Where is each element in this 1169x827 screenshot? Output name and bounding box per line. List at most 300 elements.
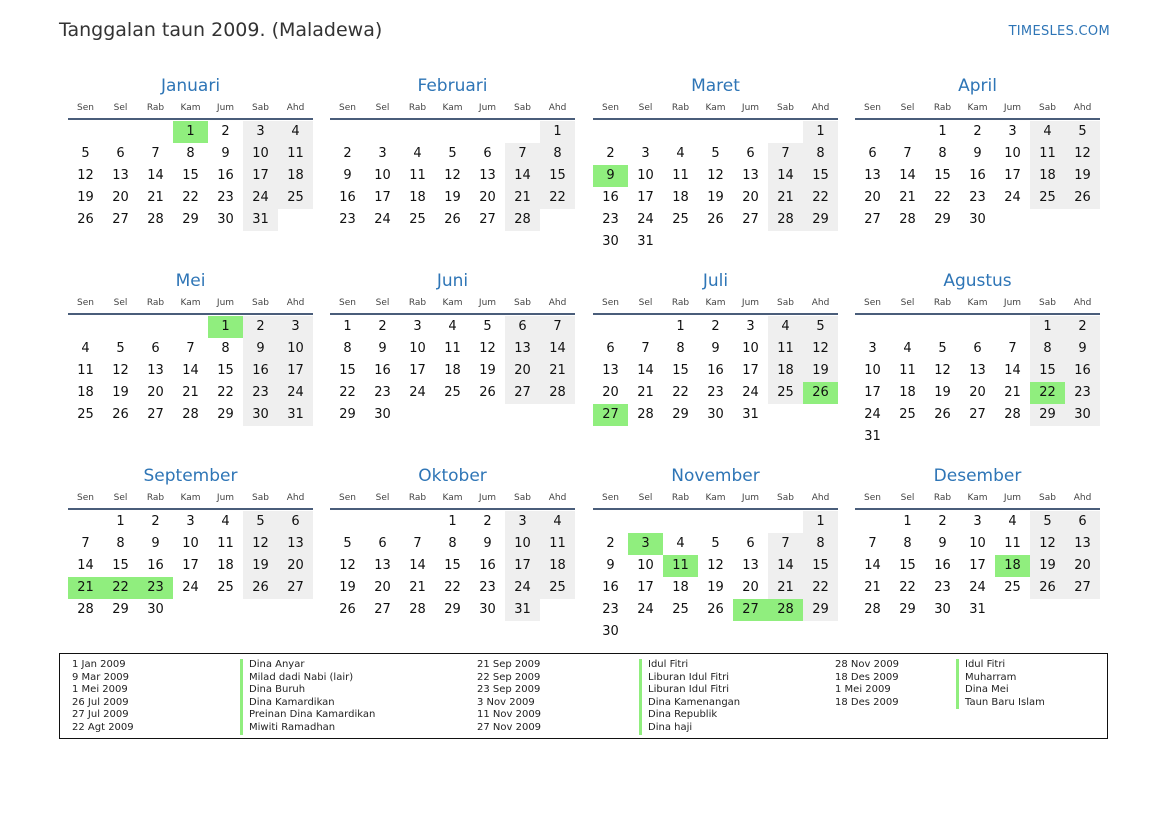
day-cell: 4 — [903, 341, 912, 356]
day-cell: 22 — [934, 190, 951, 205]
day-cell: 10 — [864, 363, 881, 378]
weekday-header — [330, 296, 575, 310]
day-cell: 5 — [803, 316, 838, 338]
day-cell: 16 — [374, 363, 391, 378]
day-cell: 13 — [278, 533, 313, 555]
day-cell: 7 — [1008, 341, 1017, 356]
empty-cell — [593, 121, 628, 143]
weekday-label: Sen — [339, 493, 356, 503]
day-cell: 13 — [505, 338, 540, 360]
day-cell: 23 — [1065, 382, 1100, 404]
weekday-label: Kam — [967, 103, 988, 113]
weekday-label: Jum — [1003, 493, 1022, 503]
holiday-date: 22 Agt 2009 — [72, 721, 134, 733]
month-oktober — [330, 465, 575, 621]
weekday-label: Sel — [375, 298, 390, 308]
day-grid — [593, 121, 838, 253]
day-cell: 23 — [243, 382, 278, 404]
day-cell: 17 — [637, 580, 654, 595]
day-cell: 12 — [444, 168, 461, 183]
weekday-label: Sen — [77, 298, 94, 308]
day-cell: 24 — [374, 212, 391, 227]
day-cell: 23 — [602, 212, 619, 227]
day-cell: 5 — [483, 319, 492, 334]
day-cell: 27 — [278, 577, 313, 599]
day-cell: 21 — [899, 190, 916, 205]
day-cell: 7 — [81, 536, 90, 551]
day-cell: 4 — [1030, 121, 1065, 143]
holiday-date: 18 Des 2009 — [835, 671, 899, 683]
empty-cell — [400, 511, 435, 533]
day-cell: 4 — [676, 146, 685, 161]
day-cell: 25 — [1004, 580, 1021, 595]
day-cell: 24 — [505, 577, 540, 599]
holiday-name: Milad dadi Nabi (lair) — [240, 672, 375, 685]
day-cell: 20 — [969, 385, 986, 400]
month-april — [855, 75, 1100, 231]
day-cell: 9 — [151, 536, 160, 551]
weekday-header — [68, 491, 313, 505]
day-cell: 17 — [969, 558, 986, 573]
day-cell: 6 — [973, 341, 982, 356]
day-cell: 5 — [81, 146, 90, 161]
day-cell: 8 — [186, 146, 195, 161]
weekday-label: Sen — [864, 103, 881, 113]
day-cell: 17 — [637, 190, 654, 205]
weekday-label: Jum — [216, 493, 235, 503]
weekday-label: Sel — [638, 493, 653, 503]
day-cell: 6 — [378, 536, 387, 551]
empty-cell — [855, 121, 890, 143]
holiday-date: 18 Des 2009 — [835, 696, 899, 708]
weekday-label: Jum — [216, 298, 235, 308]
day-cell: 23 — [969, 190, 986, 205]
day-cell: 3 — [1008, 124, 1017, 139]
weekday-label: Sel — [900, 298, 915, 308]
weekday-label: Sab — [514, 103, 531, 113]
day-cell: 14 — [637, 363, 654, 378]
day-cell: 3 — [973, 514, 982, 529]
day-cell: 7 — [768, 533, 803, 555]
weekday-label: Rab — [146, 298, 165, 308]
day-cell: 27 — [147, 407, 164, 422]
day-cell: 27 — [479, 212, 496, 227]
day-cell: 27 — [864, 212, 881, 227]
day-cell: 13 — [742, 168, 759, 183]
day-cell: 30 — [147, 602, 164, 617]
day-cell: 29 — [182, 212, 199, 227]
day-cell: 17 — [278, 360, 313, 382]
day-cell: 18 — [672, 580, 689, 595]
day-cell: 27 — [742, 212, 759, 227]
weekday-header — [68, 296, 313, 310]
day-cell: 15 — [540, 165, 575, 187]
day-cell: 20 — [374, 580, 391, 595]
day-grid — [330, 121, 575, 231]
holiday-date: 1 Jan 2009 — [72, 659, 126, 670]
day-cell: 20 — [112, 190, 129, 205]
day-cell: 1 — [1030, 316, 1065, 338]
day-cell: 18 — [409, 190, 426, 205]
day-cell: 10 — [505, 533, 540, 555]
day-cell: 31 — [742, 407, 759, 422]
day-cell: 6 — [505, 316, 540, 338]
empty-cell — [733, 121, 768, 143]
day-cell: 13 — [147, 363, 164, 378]
day-cell: 14 — [147, 168, 164, 183]
day-cell: 6 — [116, 146, 125, 161]
day-cell: 8 — [116, 536, 125, 551]
day-cell: 1 — [803, 121, 838, 143]
day-cell-holiday: 18 — [995, 555, 1030, 577]
month-november — [593, 465, 838, 643]
day-cell: 3 — [413, 319, 422, 334]
day-cell: 4 — [676, 536, 685, 551]
day-cell: 15 — [112, 558, 129, 573]
day-cell: 29 — [803, 599, 838, 621]
day-cell: 28 — [409, 602, 426, 617]
empty-cell — [628, 316, 663, 338]
holiday-name: Miwiti Ramadhan — [240, 722, 375, 735]
day-cell: 11 — [217, 536, 234, 551]
day-cell: 31 — [637, 234, 654, 249]
holiday-date: 9 Mar 2009 — [72, 671, 130, 683]
day-cell: 14 — [409, 558, 426, 573]
day-cell: 26 — [77, 212, 94, 227]
day-cell: 5 — [1065, 121, 1100, 143]
day-cell: 29 — [803, 209, 838, 231]
weekday-label: Sab — [777, 298, 794, 308]
weekday-label: Rab — [933, 298, 952, 308]
day-cell: 26 — [479, 385, 496, 400]
day-cell: 19 — [77, 190, 94, 205]
day-cell: 15 — [672, 363, 689, 378]
day-cell: 8 — [676, 341, 685, 356]
day-cell: 22 — [803, 187, 838, 209]
holiday-dates-column — [72, 659, 134, 735]
day-cell: 13 — [112, 168, 129, 183]
month-name: Juli — [702, 271, 729, 291]
day-cell-holiday: 27 — [593, 404, 628, 426]
day-cell: 21 — [768, 577, 803, 599]
month-divider — [330, 508, 575, 510]
day-cell: 8 — [903, 536, 912, 551]
weekday-label: Sen — [602, 103, 619, 113]
weekday-label: Sab — [514, 493, 531, 503]
empty-cell — [330, 121, 365, 143]
day-cell: 8 — [803, 533, 838, 555]
day-cell: 14 — [77, 558, 94, 573]
holiday-dates-column — [835, 659, 899, 709]
holiday-name: Taun Baru Islam — [956, 697, 1045, 710]
day-cell: 19 — [803, 360, 838, 382]
weekday-label: Rab — [671, 493, 690, 503]
day-cell: 9 — [343, 168, 352, 183]
day-cell: 19 — [243, 555, 278, 577]
month-divider — [855, 118, 1100, 120]
day-cell: 28 — [77, 602, 94, 617]
weekday-label: Sab — [514, 298, 531, 308]
empty-cell — [768, 121, 803, 143]
empty-cell — [855, 511, 890, 533]
day-grid — [68, 121, 313, 231]
day-cell: 18 — [77, 385, 94, 400]
day-cell: 30 — [217, 212, 234, 227]
day-cell: 2 — [483, 514, 492, 529]
day-cell: 7 — [768, 143, 803, 165]
weekday-header — [330, 491, 575, 505]
day-cell: 26 — [707, 212, 724, 227]
day-cell: 2 — [221, 124, 230, 139]
day-cell: 19 — [444, 190, 461, 205]
day-cell: 30 — [1065, 404, 1100, 426]
day-cell: 4 — [278, 121, 313, 143]
day-cell: 4 — [540, 511, 575, 533]
weekday-label: Jum — [478, 298, 497, 308]
weekday-label: Jum — [216, 103, 235, 113]
day-cell: 1 — [448, 514, 457, 529]
day-cell: 25 — [672, 212, 689, 227]
weekday-label: Sel — [900, 493, 915, 503]
day-cell-holiday: 27 — [733, 599, 768, 621]
month-juni — [330, 270, 575, 426]
empty-cell — [103, 316, 138, 338]
day-cell: 7 — [413, 536, 422, 551]
day-cell: 9 — [378, 341, 387, 356]
day-cell: 9 — [221, 146, 230, 161]
day-cell: 20 — [147, 385, 164, 400]
day-cell: 22 — [803, 577, 838, 599]
day-cell: 27 — [1065, 577, 1100, 599]
day-cell: 24 — [969, 580, 986, 595]
day-cell: 9 — [711, 341, 720, 356]
weekday-label: Ahd — [286, 298, 305, 308]
day-cell: 7 — [505, 143, 540, 165]
weekday-label: Ahd — [286, 103, 305, 113]
holiday-name: Preinan Dina Kamardikan — [240, 709, 375, 722]
day-cell: 18 — [278, 165, 313, 187]
day-cell: 5 — [243, 511, 278, 533]
day-cell: 24 — [182, 580, 199, 595]
day-cell: 13 — [479, 168, 496, 183]
empty-cell — [768, 511, 803, 533]
weekday-label: Jum — [478, 493, 497, 503]
weekday-label: Sen — [77, 493, 94, 503]
day-cell: 1 — [803, 511, 838, 533]
day-cell: 10 — [969, 536, 986, 551]
holiday-names-column — [240, 659, 375, 735]
day-cell: 9 — [1065, 338, 1100, 360]
empty-cell — [68, 316, 103, 338]
weekday-label: Jum — [478, 103, 497, 113]
month-name: Januari — [160, 76, 221, 96]
day-cell: 16 — [479, 558, 496, 573]
day-cell: 2 — [343, 146, 352, 161]
weekday-label: Sen — [339, 298, 356, 308]
day-cell: 14 — [899, 168, 916, 183]
day-cell: 28 — [182, 407, 199, 422]
day-cell: 21 — [1004, 385, 1021, 400]
day-cell: 17 — [1004, 168, 1021, 183]
month-mei — [68, 270, 313, 426]
day-cell: 7 — [868, 536, 877, 551]
day-cell: 13 — [969, 363, 986, 378]
weekday-label: Rab — [408, 493, 427, 503]
day-cell: 15 — [934, 168, 951, 183]
day-cell: 7 — [903, 146, 912, 161]
day-cell: 10 — [1004, 146, 1021, 161]
day-cell: 31 — [243, 209, 278, 231]
day-cell: 4 — [81, 341, 90, 356]
holiday-name: Dina Anyar — [240, 659, 375, 672]
day-cell: 19 — [339, 580, 356, 595]
day-cell: 5 — [343, 536, 352, 551]
day-cell: 22 — [182, 190, 199, 205]
holiday-date: 21 Sep 2009 — [477, 659, 541, 670]
holiday-names-column — [956, 659, 1045, 709]
day-cell: 27 — [112, 212, 129, 227]
day-cell: 26 — [934, 407, 951, 422]
day-cell: 8 — [343, 341, 352, 356]
weekday-label: Ahd — [286, 493, 305, 503]
day-cell: 28 — [768, 209, 803, 231]
day-cell: 25 — [672, 602, 689, 617]
day-cell: 9 — [606, 558, 615, 573]
day-cell: 23 — [339, 212, 356, 227]
day-cell: 3 — [378, 146, 387, 161]
day-cell: 15 — [1030, 360, 1065, 382]
day-cell: 14 — [1004, 363, 1021, 378]
weekday-label: Rab — [408, 103, 427, 113]
day-cell: 23 — [217, 190, 234, 205]
day-cell: 29 — [934, 212, 951, 227]
day-cell: 12 — [934, 363, 951, 378]
day-cell: 6 — [278, 511, 313, 533]
day-cell: 20 — [505, 360, 540, 382]
day-cell: 11 — [444, 341, 461, 356]
day-cell: 4 — [413, 146, 422, 161]
brand-link[interactable]: TIMESLES.COM — [1008, 24, 1110, 39]
day-cell: 29 — [217, 407, 234, 422]
day-cell: 29 — [1030, 404, 1065, 426]
weekday-label: Sab — [252, 298, 269, 308]
day-cell: 16 — [243, 360, 278, 382]
day-cell: 21 — [182, 385, 199, 400]
empty-cell — [68, 121, 103, 143]
holiday-name: Idul Fitri — [956, 659, 1045, 672]
weekday-label: Jum — [741, 493, 760, 503]
day-cell: 4 — [1008, 514, 1017, 529]
day-cell: 1 — [938, 124, 947, 139]
day-cell: 22 — [217, 385, 234, 400]
weekday-label: Ahd — [1073, 103, 1092, 113]
day-cell: 16 — [1065, 360, 1100, 382]
weekday-label: Ahd — [811, 103, 830, 113]
day-grid — [68, 316, 313, 426]
day-cell: 5 — [116, 341, 125, 356]
weekday-label: Sel — [900, 103, 915, 113]
month-divider — [855, 313, 1100, 315]
day-cell: 26 — [339, 602, 356, 617]
weekday-label: Ahd — [1073, 298, 1092, 308]
day-cell: 12 — [243, 533, 278, 555]
month-name: Agustus — [943, 271, 1012, 291]
day-cell: 8 — [938, 146, 947, 161]
weekday-label: Ahd — [548, 103, 567, 113]
day-cell: 23 — [602, 602, 619, 617]
weekday-label: Kam — [180, 493, 201, 503]
holiday-date: 28 Nov 2009 — [835, 659, 900, 670]
day-cell: 31 — [969, 602, 986, 617]
weekday-label: Rab — [671, 298, 690, 308]
day-cell: 18 — [768, 360, 803, 382]
day-cell: 7 — [151, 146, 160, 161]
weekday-label: Jum — [741, 103, 760, 113]
day-cell: 11 — [77, 363, 94, 378]
month-divider — [68, 118, 313, 120]
weekday-label: Rab — [146, 493, 165, 503]
weekday-label: Rab — [146, 103, 165, 113]
day-cell: 4 — [221, 514, 230, 529]
day-cell: 18 — [899, 385, 916, 400]
day-cell: 8 — [1030, 338, 1065, 360]
day-cell: 2 — [1065, 316, 1100, 338]
day-cell: 29 — [899, 602, 916, 617]
day-cell-holiday: 23 — [138, 577, 173, 599]
day-cell: 19 — [934, 385, 951, 400]
day-cell: 16 — [969, 168, 986, 183]
day-cell: 17 — [505, 555, 540, 577]
day-cell: 15 — [217, 363, 234, 378]
day-cell: 7 — [186, 341, 195, 356]
weekday-label: Rab — [671, 103, 690, 113]
day-cell: 2 — [378, 319, 387, 334]
day-cell: 5 — [938, 341, 947, 356]
day-cell: 9 — [973, 146, 982, 161]
weekday-label: Sel — [113, 298, 128, 308]
day-cell: 30 — [707, 407, 724, 422]
day-cell: 22 — [672, 385, 689, 400]
day-cell: 2 — [606, 536, 615, 551]
day-cell: 14 — [182, 363, 199, 378]
holiday-name: Idul Fitri — [639, 659, 740, 672]
day-cell: 2 — [151, 514, 160, 529]
day-cell: 8 — [448, 536, 457, 551]
day-cell: 11 — [1004, 536, 1021, 551]
empty-cell — [330, 511, 365, 533]
weekday-label: Sen — [602, 493, 619, 503]
day-cell: 15 — [339, 363, 356, 378]
day-cell: 8 — [540, 143, 575, 165]
day-cell: 6 — [868, 146, 877, 161]
day-cell: 16 — [217, 168, 234, 183]
day-cell: 5 — [711, 536, 720, 551]
day-cell-holiday: 22 — [1030, 382, 1065, 404]
weekday-header — [593, 101, 838, 115]
weekday-label: Kam — [967, 493, 988, 503]
day-cell: 26 — [112, 407, 129, 422]
weekday-label: Kam — [180, 103, 201, 113]
day-cell: 24 — [637, 212, 654, 227]
day-cell: 30 — [243, 404, 278, 426]
day-cell: 3 — [746, 319, 755, 334]
day-grid — [593, 316, 838, 426]
day-cell: 21 — [768, 187, 803, 209]
day-cell: 19 — [707, 190, 724, 205]
weekday-label: Sel — [375, 493, 390, 503]
weekday-header — [855, 296, 1100, 310]
empty-cell — [68, 511, 103, 533]
